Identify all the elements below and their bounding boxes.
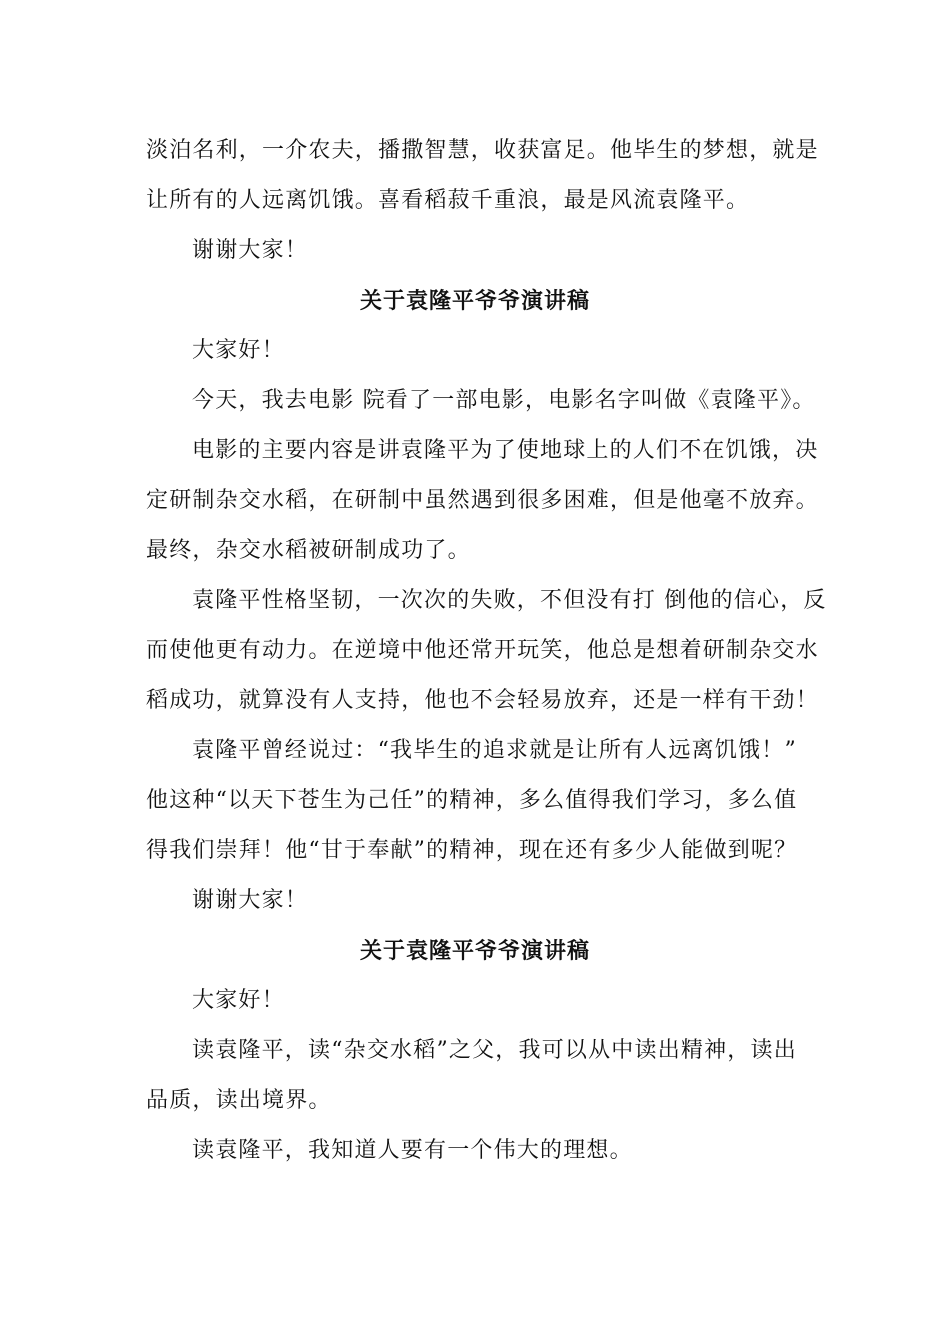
paragraph-line: 稻成功，就算没有人支持，他也不会轻易放弃，还是一样有干劲！: [146, 688, 819, 713]
paragraph-line: 读袁隆平，我知道人要有一个伟大的理想。: [192, 1138, 633, 1163]
greeting-line: 大家好！: [192, 338, 285, 363]
closing-line: 谢谢大家！: [192, 238, 309, 263]
paragraph-line: 读袁隆平，读“杂交水稻”之父，我可以从中读出精神，读出: [192, 1038, 797, 1063]
paragraph-line: 最终，杂交水稻被研制成功了。: [146, 538, 471, 563]
closing-line: 谢谢大家！: [192, 888, 309, 913]
paragraph-line: 定研制杂交水稻，在研制中虽然遇到很多困难，但是他毫不放弃。: [146, 488, 819, 513]
paragraph-line: 让所有的人远离饥饿。喜看稻菽千重浪，最是风流袁隆平。: [146, 188, 750, 213]
paragraph-line: 他这种“以天下苍生为己任”的精神，多么值得我们学习，多么值: [146, 788, 798, 813]
greeting-line: 大家好！: [192, 988, 285, 1013]
paragraph-line: 而使他更有动力。在逆境中他还常开玩笑，他总是想着研制杂交水: [146, 638, 819, 663]
paragraph-line: 袁隆平曾经说过：“我毕生的追求就是让所有人远离饥饿！”: [192, 738, 797, 763]
paragraph-line: 淡泊名利，一介农夫，播撒智慧，收获富足。他毕生的梦想，就是: [146, 138, 819, 163]
section-title: 关于袁隆平爷爷演讲稿: [359, 288, 590, 314]
section-title: 关于袁隆平爷爷演讲稿: [359, 938, 590, 964]
paragraph-line: 电影的主要内容是讲袁隆平为了使地球上的人们不在饥饿，决: [192, 438, 819, 463]
paragraph-line: 今天，我去电影 院看了一部电影，电影名字叫做《袁隆平》。: [192, 388, 816, 413]
paragraph-line: 袁隆平性格坚韧，一次次的失败，不但没有打 倒他的信心，反: [192, 588, 827, 613]
paragraph-line: 品质，读出境界。: [146, 1088, 332, 1113]
paragraph-line: 得我们崇拜！他“甘于奉献”的精神，现在还有多少人能做到呢？: [146, 838, 798, 863]
